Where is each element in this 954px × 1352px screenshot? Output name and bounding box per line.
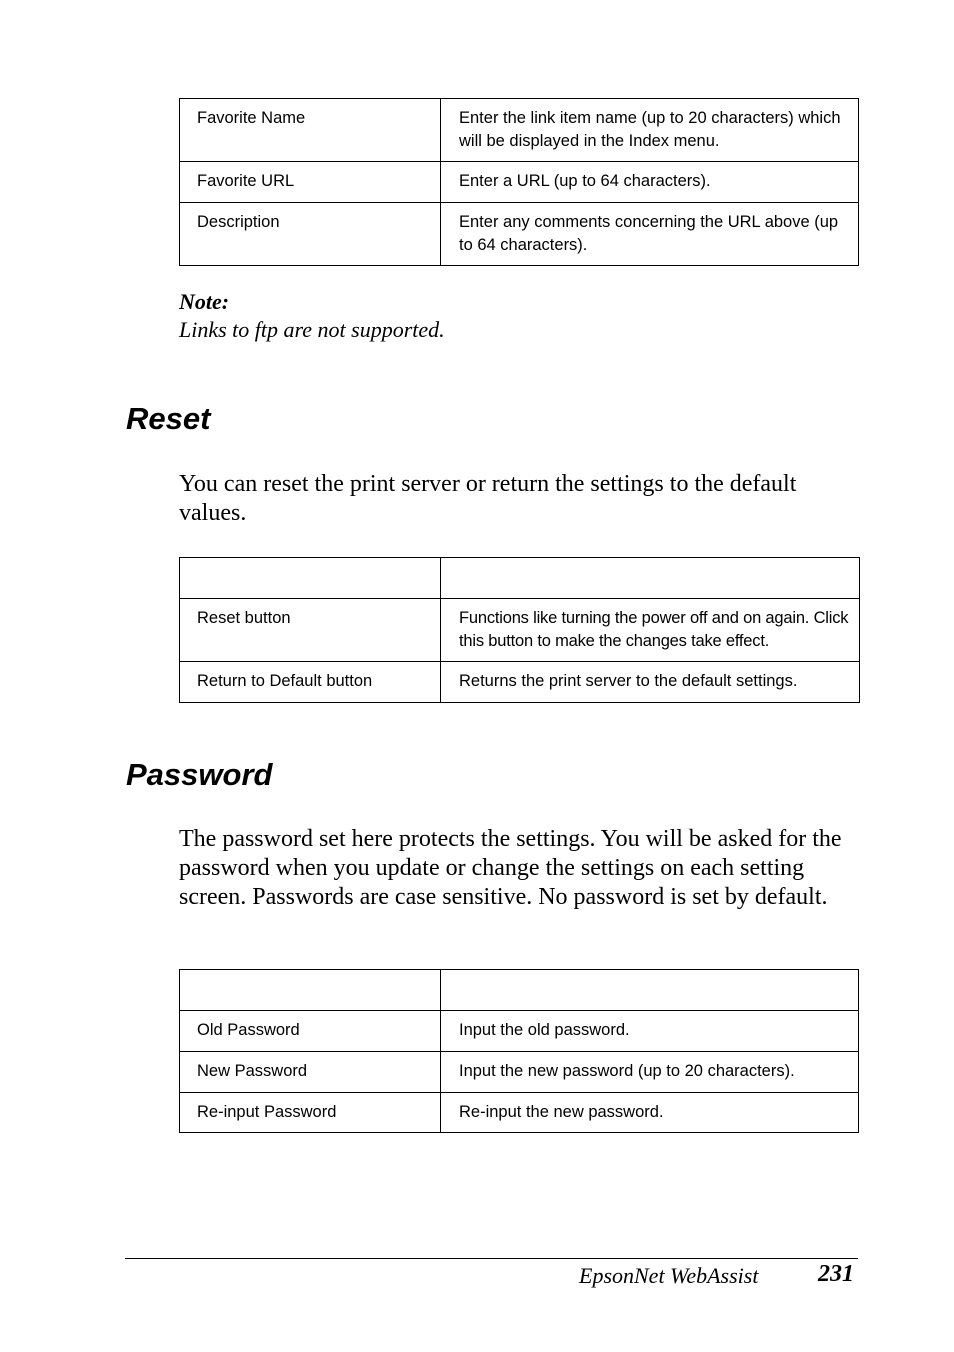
table-header-row <box>180 558 860 599</box>
row-label: New Password <box>180 1052 441 1093</box>
page-number: 231 <box>818 1261 854 1287</box>
table-row <box>180 99 859 162</box>
table-row <box>180 1093 859 1133</box>
row-label: Old Password <box>180 1011 441 1052</box>
row-description: Returns the print server to the default settings. <box>441 662 860 703</box>
reset-body: You can reset the print server or return the settings to the default values. <box>179 471 797 526</box>
reset-table <box>179 557 860 703</box>
note-heading: Note: <box>179 289 230 314</box>
header-cell <box>441 558 860 599</box>
row-description: Input the old password. <box>441 1011 859 1052</box>
row-description: Enter the link item name (up to 20 characters) which will be displayed in the Index menu. <box>441 99 859 162</box>
table-row <box>180 1052 859 1093</box>
row-description: Enter a URL (up to 64 characters). <box>441 162 859 203</box>
row-description: Re-input the new password. <box>441 1093 859 1133</box>
footer-title: EpsonNet WebAssist <box>579 1263 759 1288</box>
row-label: Re-input Password <box>180 1093 441 1133</box>
row-label: Reset button <box>180 599 441 662</box>
header-cell <box>180 970 441 1011</box>
password-body: The password set here protects the settings. You will be asked for the password when you update or change the settings on each setting screen. Passwords are case sensitive. No password is set by default. <box>179 826 842 910</box>
table-row <box>180 599 860 662</box>
header-cell <box>441 970 859 1011</box>
row-label: Description <box>180 203 441 266</box>
row-description: Input the new password (up to 20 characters). <box>441 1052 859 1093</box>
table-row <box>180 1011 859 1052</box>
password-table <box>179 969 859 1133</box>
table-row <box>180 203 859 266</box>
password-heading: Password <box>126 757 273 792</box>
table-row <box>180 162 859 203</box>
favorites-table <box>179 98 859 266</box>
row-description: Enter any comments concerning the URL above (up to 64 characters). <box>441 203 859 266</box>
row-description: Functions like turning the power off and on again. Click this button to make the changes take effect. <box>441 599 860 662</box>
row-label: Favorite Name <box>180 99 441 162</box>
header-cell <box>180 558 441 599</box>
row-label: Favorite URL <box>180 162 441 203</box>
footer-rule <box>125 1258 858 1259</box>
table-header-row <box>180 970 859 1011</box>
reset-heading: Reset <box>126 401 211 436</box>
table-row <box>180 662 860 703</box>
row-label: Return to Default button <box>180 662 441 703</box>
note-text: Links to ftp are not supported. <box>179 317 445 342</box>
